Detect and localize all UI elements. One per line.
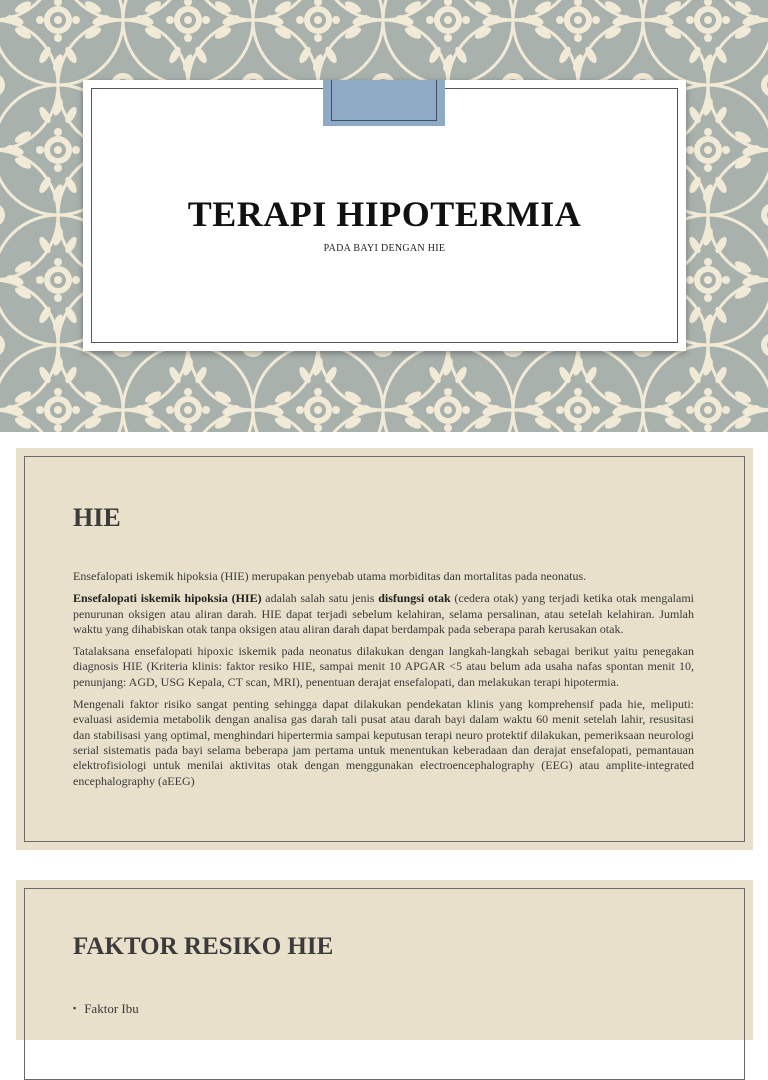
paragraph-4: Mengenali faktor risiko sangat penting sehingga dapat dilakukan pendekatan klinis yang komprehensif pada hie, meliputi: evaluasi asidemia metabolik dengan analisa gas darah tali pusat atau darah bayi dalam waktu 60 menit setelah lahir, resusitasi dan stabilisasi yang optimal, menghindari hipertermia sampai keputusan terapi neuro protektif dilakukan, pemeriksaan neurologi serial sistematis pada bayi selama beberapa jam pertama untuk menentukan keberadaan dan derajat ensefalopati, pemantauan elektrofisiologi untuk menilai aktivitas otak dengan menggunakan electroencephalography (EEG) atau amplite-integrated encephalography (aEEG) bbox=[73, 697, 694, 788]
list-item: ▪ Faktor Ibu bbox=[73, 1001, 139, 1017]
hie-slide bbox=[16, 448, 753, 850]
paragraph-1: Ensefalopati iskemik hipoksia (HIE) merupakan penyebab utama morbiditas dan mortalitas pada neonatus. bbox=[73, 569, 587, 583]
title-accent-tab bbox=[323, 80, 445, 126]
slide-heading: FAKTOR RESIKO HIE bbox=[73, 933, 334, 960]
bullet-list bbox=[73, 1001, 139, 1017]
slide-frame bbox=[24, 888, 745, 1080]
slide-subtitle: PADA BAYI DENGAN HIE bbox=[323, 243, 446, 254]
title-slide bbox=[0, 0, 768, 432]
risk-factor-slide bbox=[16, 880, 753, 1040]
slide-title: TERAPI HIPOTERMIA bbox=[187, 194, 582, 234]
slide-body bbox=[73, 569, 694, 796]
title-card bbox=[83, 80, 686, 351]
paragraph-2: Ensefalopati iskemik hipoksia (HIE) adalah salah satu jenis disfungsi otak (cedera otak) yang terjadi ketika otak mengalami penurunan oksigen atau aliran darah. HIE dapat terjadi sebelum kelahiran, selama persalinan, atau setelah kelahiran. Jumlah waktu yang dihabiskan otak tanpa oksigen atau aliran darah dapat berdampak pada seberapa parah kerusakan otak. bbox=[73, 591, 694, 636]
slide-heading: HIE bbox=[73, 503, 121, 532]
paragraph-3: Tatalaksana ensefalopati hipoxic iskemik pada neonatus dilakukan dengan langkah-langkah sebagai berikut yaitu penegakan diagnosis HIE (Kriteria klinis: faktor resiko HIE, sampai menit 10 APGAR <5 atau belum ada usaha nafas spontan menit 10, penunjang: AGD, USG Kepala, CT scan, MRI), penentuan derajat ensefalopati, dan melakukan terapi hipotermia. bbox=[73, 644, 694, 689]
